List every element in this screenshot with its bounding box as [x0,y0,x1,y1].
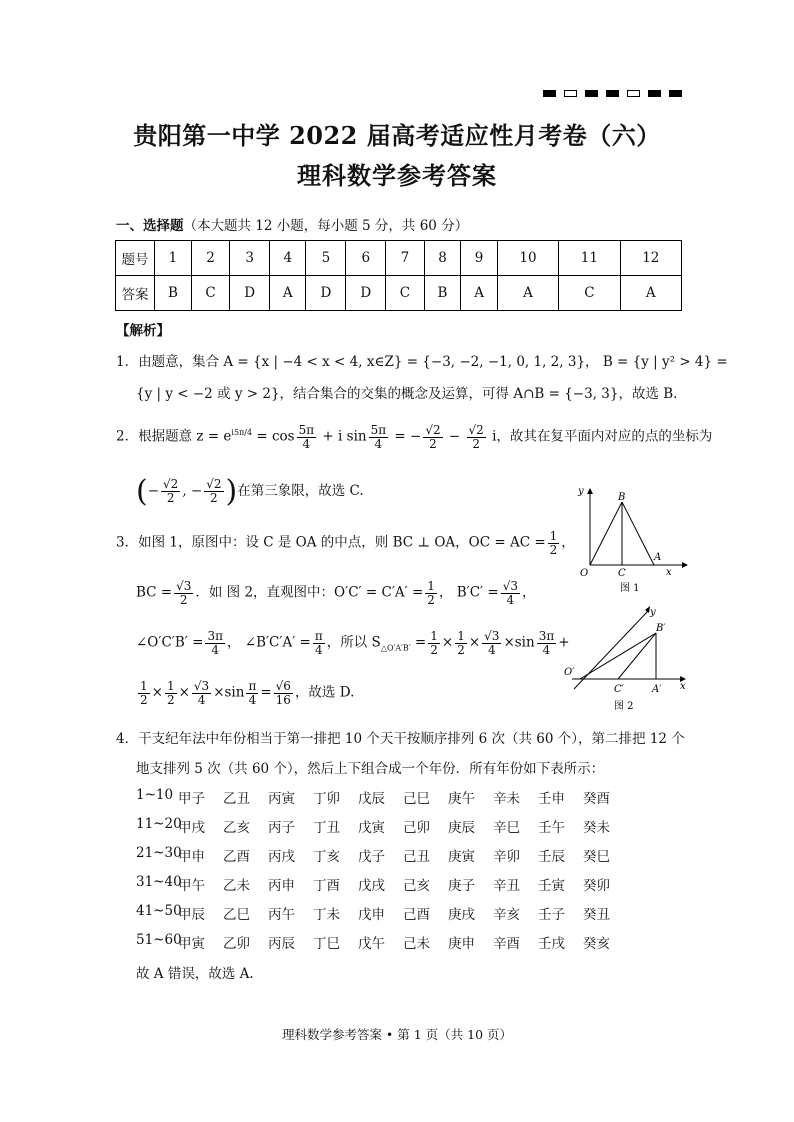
ganzhi-cell: 辛亥 [493,907,520,923]
segment-cb [618,633,656,679]
paren-right: ) [225,474,238,509]
q3-text: BC = [136,584,173,601]
q3-text: ， B′C′ = [438,584,499,601]
answer-cell: D [230,276,270,311]
ganzhi-cell: 乙亥 [223,820,250,836]
label-o: O [580,568,589,579]
q3-text: × [151,684,163,701]
ganzhi-cell: 甲申 [178,849,205,865]
ganzhi-cell: 丁亥 [313,849,340,865]
denominator: 4 [542,642,551,657]
ganzhi-cell: 丙午 [268,907,295,923]
fraction [313,630,325,656]
numerator: 1 [457,629,465,643]
fraction [297,424,317,450]
fraction [204,478,223,504]
ganzhi-cell: 戊申 [358,907,385,923]
ganzhi-cell: 丙寅 [268,791,295,807]
label-a: A [654,552,662,563]
section-note: （本大题共 12 小题，每小题 5 分，共 60 分） [183,218,469,234]
numerator: √3 [193,679,210,693]
fraction [425,580,437,606]
q4-conclusion: 故 A 错误，故选 A. [136,966,254,982]
filled-square-mark [669,90,682,97]
ganzhi-cell: 庚寅 [448,849,475,865]
ganzhi-cell: 乙未 [223,878,250,894]
ganzhi-cell: 庚辰 [448,820,475,836]
numerator: 5π [370,423,387,437]
q3-line1: 3．如图 1，原图中：设 C 是 OA 的中点，则 BC ⊥ OA，OC = AC = $\frac{1}{2}$ ， [116,529,575,557]
ganzhi-cell: 庚子 [448,878,475,894]
numerator: π [314,629,323,643]
q3-text: × [441,634,454,651]
ganzhi-cell: 戊辰 [358,791,385,807]
row-label-number: 题号 [116,241,155,276]
fraction [369,424,389,450]
numerator: √2 [425,423,441,437]
table-row [136,845,628,865]
year-range: 31~40 [136,874,182,890]
page-title: 贵阳第一中学 2022 届高考适应性月考卷（六） [133,121,661,150]
fraction [274,680,293,706]
segment-ba [622,502,654,565]
fraction [423,424,442,450]
q2-text: i，故其在复平面内对应的点的坐标为 [487,428,713,445]
denominator: 2 [457,642,465,657]
ganzhi-cell: 癸丑 [583,907,610,923]
filled-square-mark [648,90,661,97]
answer-cell: B [155,276,192,311]
denominator: 2 [166,692,175,707]
section-prefix: 一、选择题 [116,218,184,234]
ganzhi-cell: 乙酉 [223,849,250,865]
ganzhi-cell: 己酉 [403,907,430,923]
q2-exponent: i5π/4 [231,428,253,438]
answer-cell: C [191,276,229,311]
question-number-cell: 1 [155,241,192,276]
q2-line1 [116,424,712,450]
ganzhi-cell: 己卯 [403,820,430,836]
question-number-cell: 2 [191,241,229,276]
label-x: x [680,681,686,692]
q3-text: + [558,634,570,651]
q2-line2: (− $\frac{√2}{2}$ , − $\frac{√2}{2}$ )在第三象限，故选 C. [136,474,364,509]
question-number-cell: 3 [230,241,270,276]
numerator: 1 [140,679,148,693]
numerator: π [248,679,257,693]
y-arrow [587,488,593,494]
label-c: C [618,568,626,579]
fraction [138,680,150,706]
ganzhi-cell: 辛卯 [493,849,520,865]
numerator: √3 [502,579,518,593]
q2-text: = cos [252,428,295,445]
q2-text: = − [390,428,422,445]
table-row [136,932,628,952]
filled-square-mark [606,90,619,97]
numerator: √3 [484,629,500,643]
ganzhi-cell: 甲寅 [178,936,205,952]
denominator: 2 [430,642,438,657]
answer-cell: A [497,276,558,311]
y-axis [574,611,648,689]
segment-ob [580,633,656,679]
label-o: O′ [564,667,575,678]
ganzhi-cell: 甲戌 [178,820,205,836]
answer-cell: C [386,276,424,311]
numerator: 5π [298,423,315,437]
denominator: 2 [140,692,148,707]
fraction [455,630,467,656]
question-number-cell: 12 [620,241,681,276]
x-arrow [682,562,688,568]
fraction [537,630,557,656]
table-row [136,816,628,836]
denominator: 2 [166,491,175,505]
q3-text: 3．如图 1，原图中：设 C 是 OA 的中点，则 BC ⊥ OA，OC = AC = [116,534,546,551]
q3-line3 [136,630,570,656]
denominator: 4 [302,436,311,451]
analysis-label: 【解析】 [116,323,170,339]
denominator: 4 [197,692,206,707]
ganzhi-cell: 辛巳 [493,820,520,836]
q4-line1: 4．干支纪年法中年份相当于第一排把 10 个天干按顺序排列 6 次（共 60 个），第二排把 12 个 [116,731,685,747]
q3-text: × [178,684,190,701]
ganzhi-cell: 乙丑 [223,791,250,807]
ganzhi-cell: 丁卯 [313,791,340,807]
table-row [136,874,628,894]
table-row [116,241,682,276]
ganzhi-cell: 壬午 [538,820,565,836]
question-number-cell: 4 [270,241,306,276]
ganzhi-cell: 丁丑 [313,820,340,836]
denominator: 4 [315,642,323,657]
ganzhi-cell: 甲午 [178,878,205,894]
q3-line4: $\frac{1}{2}$ × $\frac{1}{2}$ × $\frac{√3}{4}$ ×sin $\frac{\pi}{4}$ = $\frac{√6}{16}$ ，故选 D. [140,679,355,707]
denominator: 2 [210,491,218,505]
row-label-answer: 答案 [116,276,155,311]
section-heading [116,214,468,234]
q1-line2: {y | y < −2 或 y > 2}，结合集合的交集的概念及运算，可得 A∩B = {−3, 3}，故选 B. [136,386,678,402]
denominator: 2 [429,436,437,451]
q3-text: ，所以 S [326,634,381,651]
label-b: B′ [656,623,666,634]
q2-text-start: 2．根据题意 z = e [116,428,232,445]
question-number-cell: 7 [386,241,424,276]
numerator: √3 [176,579,192,593]
q3-text: = [410,634,427,651]
ganzhi-cell: 癸未 [583,820,610,836]
ganzhi-cell: 戊戌 [358,878,385,894]
denominator: 4 [487,642,496,657]
ganzhi-cell: 癸亥 [583,936,610,952]
year-range: 51~60 [136,932,182,948]
ganzhi-cell: 壬子 [538,907,565,923]
header-marks [543,90,682,97]
fraction [161,478,180,504]
numerator: 1 [430,629,438,643]
q1-line1: 1．由题意，集合 A = {x | −4 < x < 4, x∈Z} = {−3, −2, −1, 0, 1, 2, 3}， B = {y | y² > 4} = [116,354,728,370]
ganzhi-cell: 甲子 [178,791,205,807]
label-y: y [578,486,584,497]
denominator: 16 [275,692,291,707]
ganzhi-cell: 己未 [403,936,430,952]
ganzhi-cell: 乙卯 [223,936,250,952]
answer-cell: B [424,276,461,311]
ganzhi-cell: 癸巳 [583,849,610,865]
subscript: △O′A′B′ [380,643,411,653]
ganzhi-cell: 辛酉 [493,936,520,952]
year-range: 1~10 [136,787,174,803]
numerator: 1 [427,579,435,593]
numerator: √2 [206,477,222,492]
ganzhi-cell: 己亥 [403,878,430,894]
page-subtitle: 理科数学参考答案 [297,161,497,190]
empty-square-mark [564,90,577,97]
answer-cell: A [620,276,681,311]
q3-line2: BC = $\frac{√3}{2}$ ．如 图 2，直观图中：O′C′ = C′A′ = $\frac{1}{2}$ ， B′C′ = $\frac{√3}{4}$ ， [136,579,536,607]
year-range: 11~20 [136,816,182,832]
ganzhi-cell: 丁未 [313,907,340,923]
label-y: y [650,607,656,618]
q3-text: × [468,634,481,651]
denominator: 2 [427,592,435,607]
numerator: 1 [549,529,558,543]
paren-left: ( [136,474,148,509]
numerator: 1 [166,679,175,693]
question-number-cell: 5 [306,241,346,276]
fraction [174,580,193,606]
numerator: 3π [207,629,223,643]
q3-text: ×sin [213,684,245,701]
ganzhi-cell: 辛丑 [493,878,520,894]
ganzhi-cell: 甲辰 [178,907,205,923]
q3-text: ．如 图 2，直观图中：O′C′ = C′A′ = [195,584,424,601]
question-number-cell: 8 [424,241,461,276]
ganzhi-cell: 己巳 [403,791,430,807]
numerator: 3π [538,629,555,643]
denominator: 4 [248,692,257,707]
year-range: 21~30 [136,845,182,861]
table-row [136,787,628,807]
label-x: x [666,567,672,578]
q3-text: ， ∠B′C′A′ = [226,634,311,651]
fraction [428,630,440,656]
fraction [467,424,486,450]
ganzhi-cell: 癸酉 [583,791,610,807]
page-footer: 理科数学参考答案 • 第 1 页（共 10 页） [281,1027,513,1042]
answer-cell: A [461,276,497,311]
q2-text: + i sin [318,428,367,445]
answer-cell: A [270,276,306,311]
denominator: 4 [506,592,515,607]
figure-1 [570,480,690,595]
ganzhi-cell: 庚午 [448,791,475,807]
q2-tail: 在第三象限，故选 C. [237,483,364,499]
denominator: 4 [211,642,220,657]
numerator: √6 [275,679,291,693]
table-row [116,276,682,311]
question-number-cell: 11 [559,241,620,276]
ganzhi-cell: 壬申 [538,791,565,807]
answer-cell: C [559,276,620,311]
ganzhi-cell: 己丑 [403,849,430,865]
fraction [501,580,520,606]
numerator: √2 [163,477,179,492]
figure-caption: 图 1 [620,583,640,594]
denominator: 2 [179,592,188,607]
ganzhi-cell: 庚申 [448,936,475,952]
denominator: 4 [374,436,383,451]
q3-text: ∠O′C′B′ = [136,634,204,651]
numerator: √2 [468,423,484,437]
ganzhi-cell: 庚戌 [448,907,475,923]
ganzhi-cell: 壬辰 [538,849,565,865]
ganzhi-cell: 丙辰 [268,936,295,952]
denominator: 2 [472,436,480,451]
fraction [482,630,501,656]
ganzhi-cell: 壬戌 [538,936,565,952]
ganzhi-cell: 戊子 [358,849,385,865]
ganzhi-cell: 丙戌 [268,849,295,865]
figure-caption: 图 2 [614,701,634,712]
ganzhi-cell: 丁巳 [313,936,340,952]
ganzhi-cell: 戊寅 [358,820,385,836]
q3-text: ×sin [503,634,535,651]
question-number-cell: 10 [497,241,558,276]
year-range: 41~50 [136,903,182,919]
ganzhi-cell: 乙巳 [223,907,250,923]
segment-ob [590,502,622,565]
ganzhi-cell: 戊午 [358,936,385,952]
q3-text: ，故选 D. [294,684,355,701]
filled-square-mark [585,90,598,97]
ganzhi-cell: 癸卯 [583,878,610,894]
label-a: A′ [652,684,662,695]
fraction [205,630,225,656]
question-number-cell: 6 [346,241,386,276]
answer-cell: D [306,276,346,311]
fraction [548,530,560,556]
question-number-cell: 9 [461,241,497,276]
ganzhi-cell: 丙子 [268,820,295,836]
figure-2 [562,603,692,721]
q2-text: − [444,428,465,445]
fraction [246,680,258,706]
ganzhi-cell: 壬寅 [538,878,565,894]
table-row [136,903,628,923]
empty-square-mark [627,90,640,97]
label-c: C′ [614,684,624,695]
ganzhi-cell: 丙申 [268,878,295,894]
fraction [165,680,177,706]
answer-table [115,240,682,311]
fraction [192,680,211,706]
ganzhi-cell: 辛未 [493,791,520,807]
q4-line2: 地支排列 5 次（共 60 个），然后上下组合成一个年份．所有年份如下表所示： [136,761,605,777]
answer-cell: D [346,276,386,311]
denominator: 2 [549,542,558,557]
ganzhi-cell: 丁酉 [313,878,340,894]
filled-square-mark [543,90,556,97]
label-b: B [618,492,626,503]
